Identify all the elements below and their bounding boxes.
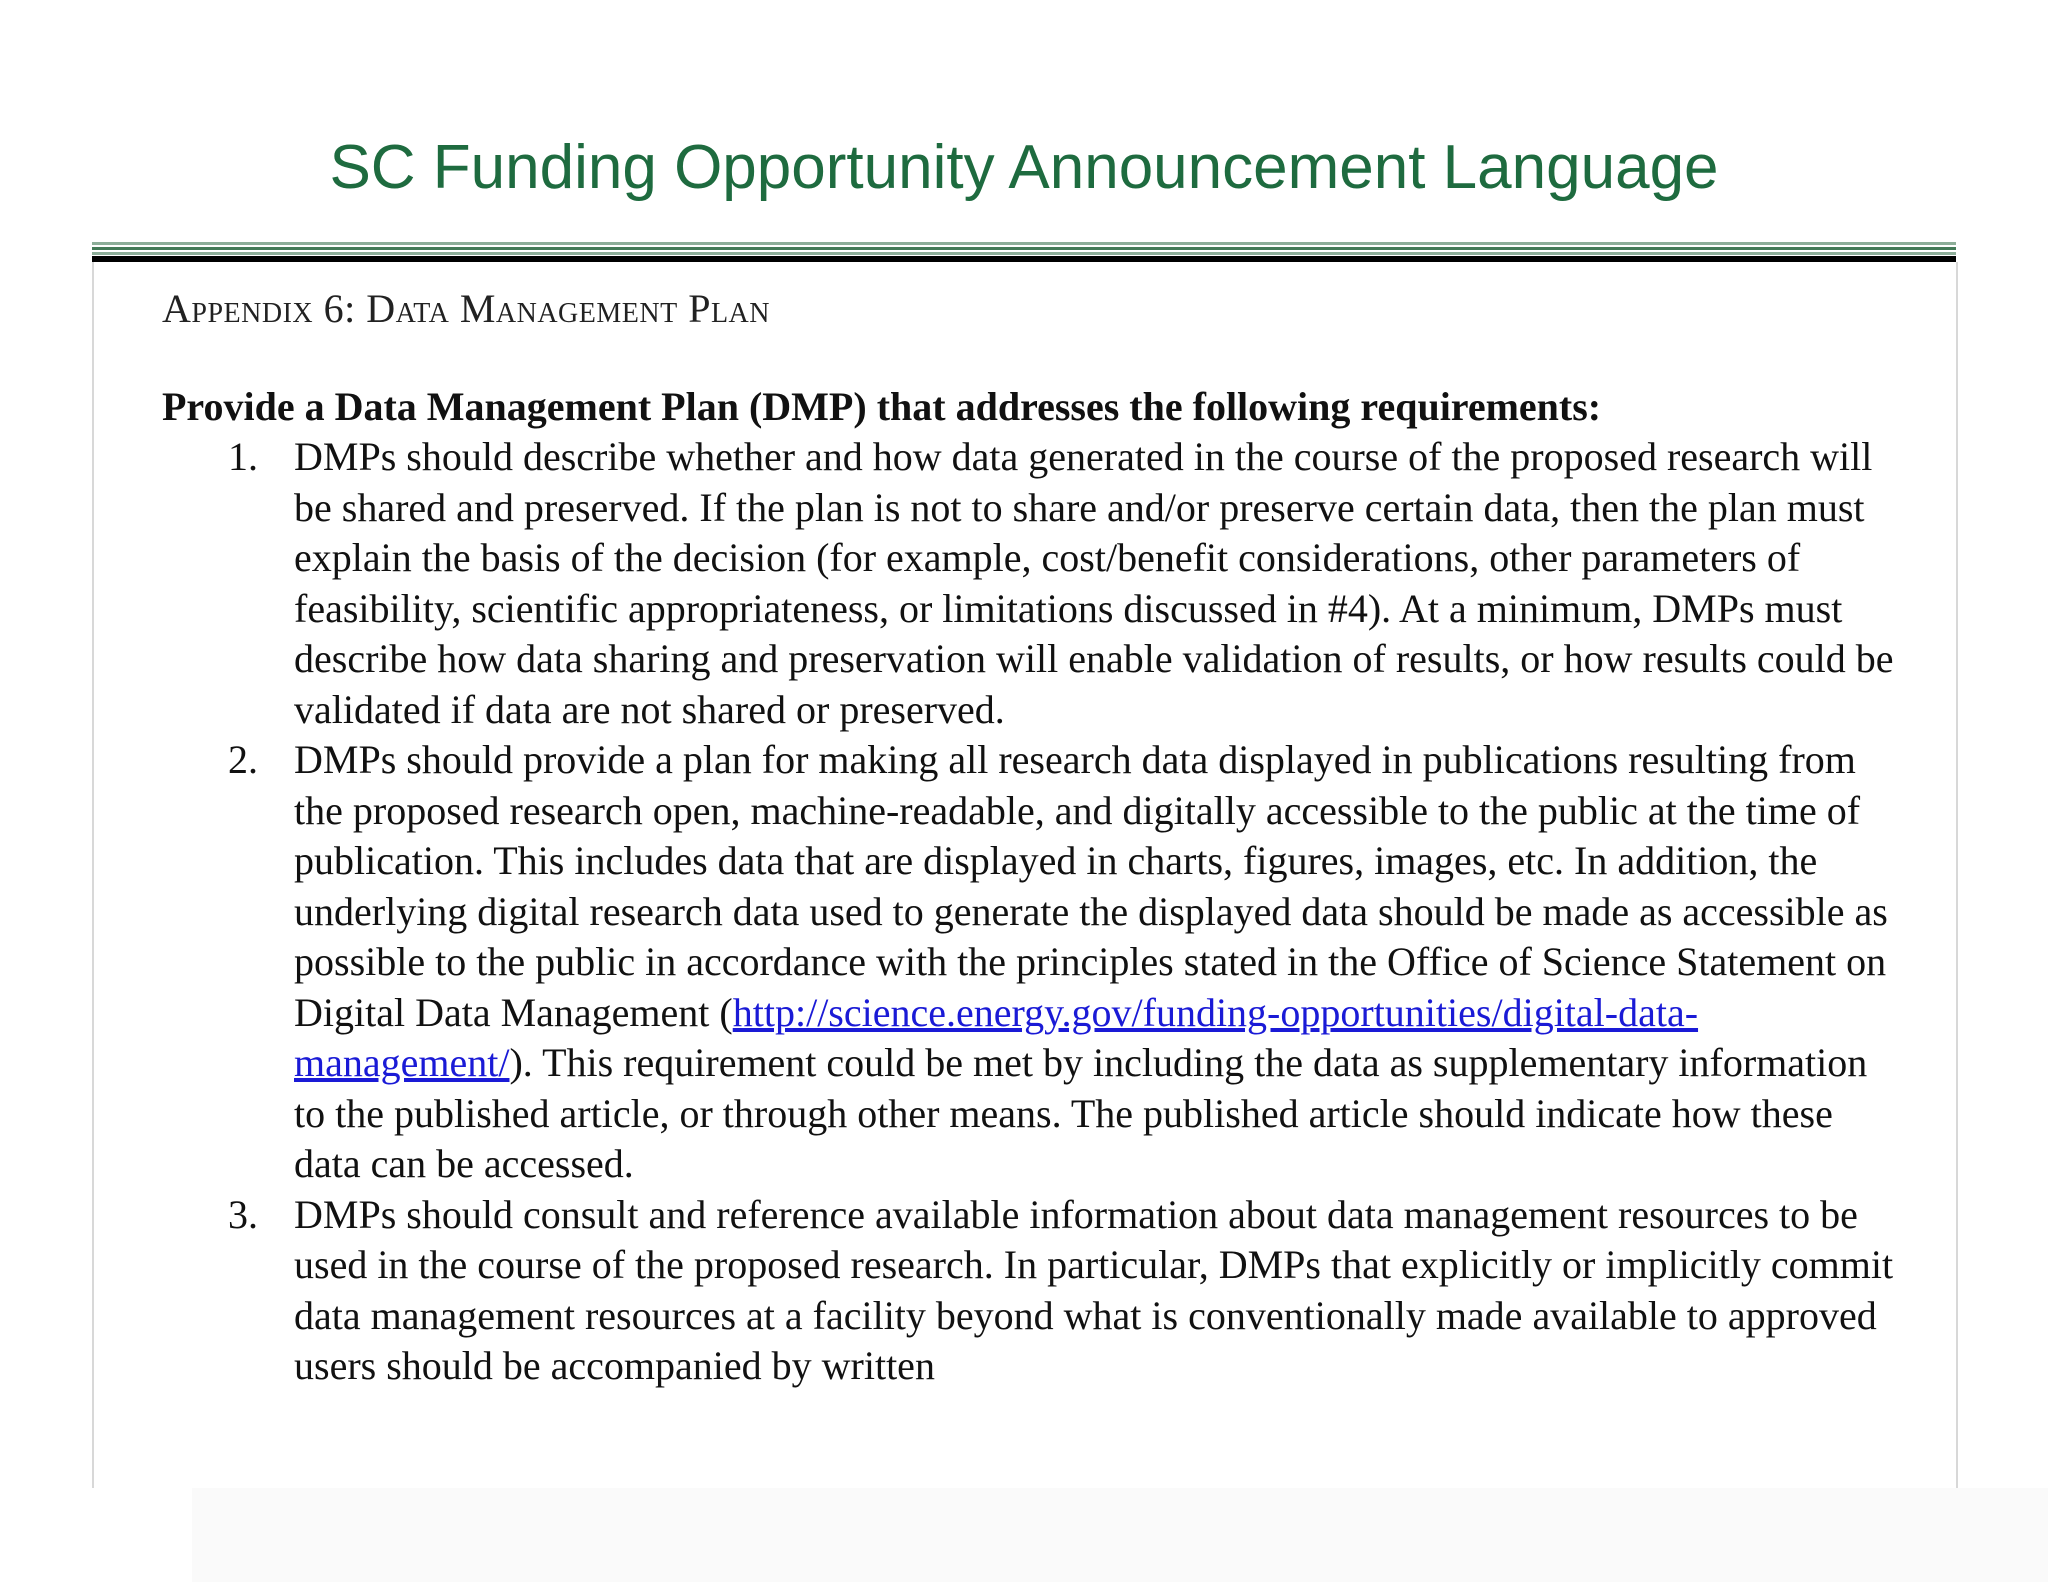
list-item xyxy=(94,1190,1894,1392)
document-shadow xyxy=(192,1488,2048,1582)
list-item-text-part: DMPs should provide a plan for making all research data displayed in publications resulting from the proposed research open, machine-readable, and digitally accessible to the public at the time of publication. This includes data that are displayed in charts, figures, images, etc. In addition, the underlying digital research data used to generate the displayed data should be made as accessible as possible to the public in accordance with the principles stated in the Office of Science Statement on Digital Data Management ( xyxy=(294,737,1888,1035)
list-item-text: DMPs should describe whether and how data generated in the course of the proposed research will be shared and preserved. If the plan is not to share and/or preserve certain data, then the plan must explain the basis of the decision (for example, cost/benefit considerations, other parameters of feasibility, scientific appropriateness, or limitations discussed in #4). At a minimum, DMPs must describe how data sharing and preservation will enable validation of results, or how results could be validated if data are not shared or preserved. xyxy=(294,434,1894,732)
list-item-text-part: ). This requirement could be met by including the data as supplementary information to the published article, or through other means. The published article should indicate how these data can be accessed. xyxy=(294,1040,1868,1186)
list-item-text: DMPs should consult and reference available information about data management resources to be used in the course of the proposed research. In particular, DMPs that explicitly or implicitly commit data management resources at a facility beyond what is conventionally made available to approved users should be accompanied by written xyxy=(294,1191,1894,1388)
list-item-number: 1. xyxy=(228,434,258,479)
document-excerpt xyxy=(92,262,1958,1488)
list-item-text xyxy=(294,737,1888,1186)
list-item-number: 3. xyxy=(228,1191,258,1237)
digital-data-management-link[interactable]: http://science.energy.gov/funding-opportunities/digital-data-management/ xyxy=(294,989,1699,1085)
slide-title: SC Funding Opportunity Announcement Language xyxy=(329,133,1719,202)
list-item-number: 2. xyxy=(228,737,258,782)
title-divider-line xyxy=(92,242,1956,245)
title-divider-line xyxy=(92,247,1956,250)
requirements-intro: Provide a Data Management Plan (DMP) that addresses the following requirements: xyxy=(162,384,1602,429)
list-item xyxy=(94,432,1894,735)
appendix-heading: Appendix 6: Data Management Plan xyxy=(162,286,770,331)
title-divider-line xyxy=(92,252,1956,255)
list-item xyxy=(94,735,1894,1190)
requirements-list xyxy=(94,432,1956,1392)
